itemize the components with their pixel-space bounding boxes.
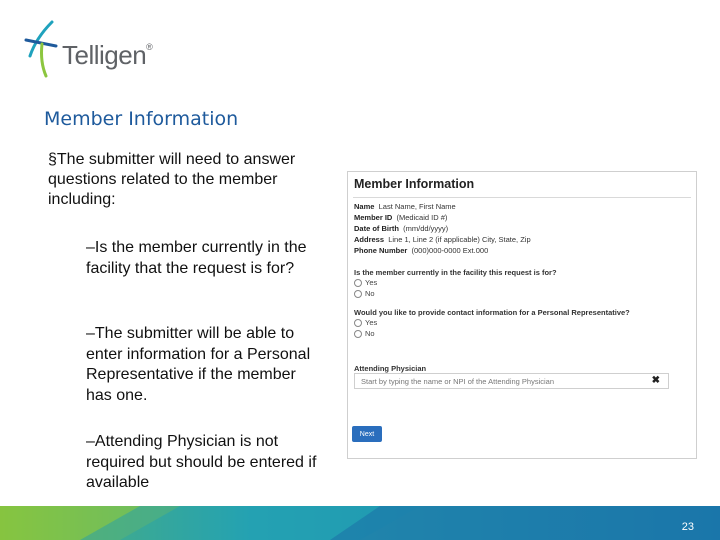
next-button[interactable]: Next bbox=[352, 426, 382, 442]
representative-no-option[interactable] bbox=[354, 329, 375, 338]
physician-label: Attending Physician bbox=[354, 364, 427, 373]
page-number: 23 bbox=[681, 521, 694, 533]
footer-band bbox=[0, 500, 720, 540]
clear-icon[interactable]: ✖ bbox=[651, 375, 660, 386]
representative-yes-option[interactable] bbox=[354, 318, 377, 327]
telligen-logo bbox=[22, 18, 172, 80]
question-in-facility: Is the member currently in the facility this request is for? bbox=[354, 268, 557, 277]
member-info-form bbox=[347, 171, 697, 459]
field-address bbox=[354, 235, 531, 244]
slide-title: Member Information bbox=[44, 108, 239, 130]
subpoint-facility: –Is the member currently in the facility that the request is for? bbox=[86, 239, 307, 277]
registered-mark: ® bbox=[146, 42, 153, 53]
facility-no-option[interactable] bbox=[354, 289, 375, 298]
radio-icon[interactable] bbox=[354, 290, 362, 298]
field-value: (mm/dd/yyyy) bbox=[403, 224, 449, 233]
field-value: Last Name, First Name bbox=[378, 202, 456, 211]
facility-yes-option[interactable] bbox=[354, 278, 377, 287]
field-value: (Medicaid ID #) bbox=[396, 213, 448, 222]
subpoint-physician: –Attending Physician is not required but should be entered if available bbox=[86, 433, 317, 491]
field-label: Phone Number bbox=[354, 246, 408, 255]
brand-name: Telligen bbox=[62, 40, 147, 70]
radio-icon[interactable] bbox=[354, 279, 362, 287]
radio-icon[interactable] bbox=[354, 319, 362, 327]
field-label: Member ID bbox=[354, 213, 393, 222]
question-representative: Would you like to provide contact information for a Personal Representative? bbox=[354, 308, 630, 317]
field-dob bbox=[354, 224, 448, 233]
physician-placeholder: Start by typing the name or NPI of the Attending Physician bbox=[361, 377, 555, 386]
form-title: Member Information bbox=[354, 177, 475, 191]
field-phone bbox=[354, 246, 488, 255]
radio-icon[interactable] bbox=[354, 330, 362, 338]
subpoint-representative: –The submitter will be able to enter information for a Personal Representative if the member has one. bbox=[86, 325, 311, 404]
option-label: No bbox=[365, 329, 375, 338]
main-bullet: §The submitter will need to answer questions related to the member including: bbox=[48, 151, 296, 208]
field-label: Date of Birth bbox=[354, 224, 399, 233]
field-member-id bbox=[354, 213, 447, 222]
field-label: Name bbox=[354, 202, 375, 211]
logo-mark-icon bbox=[22, 18, 62, 80]
form-divider bbox=[353, 197, 691, 198]
field-value: (000)000-0000 Ext.000 bbox=[411, 246, 489, 255]
physician-search-input[interactable] bbox=[354, 373, 669, 389]
option-label: Yes bbox=[365, 318, 378, 327]
field-name bbox=[354, 202, 456, 211]
option-label: Yes bbox=[365, 278, 378, 287]
field-value: Line 1, Line 2 (if applicable) City, State, Zip bbox=[388, 235, 531, 244]
option-label: No bbox=[365, 289, 375, 298]
field-label: Address bbox=[354, 235, 385, 244]
